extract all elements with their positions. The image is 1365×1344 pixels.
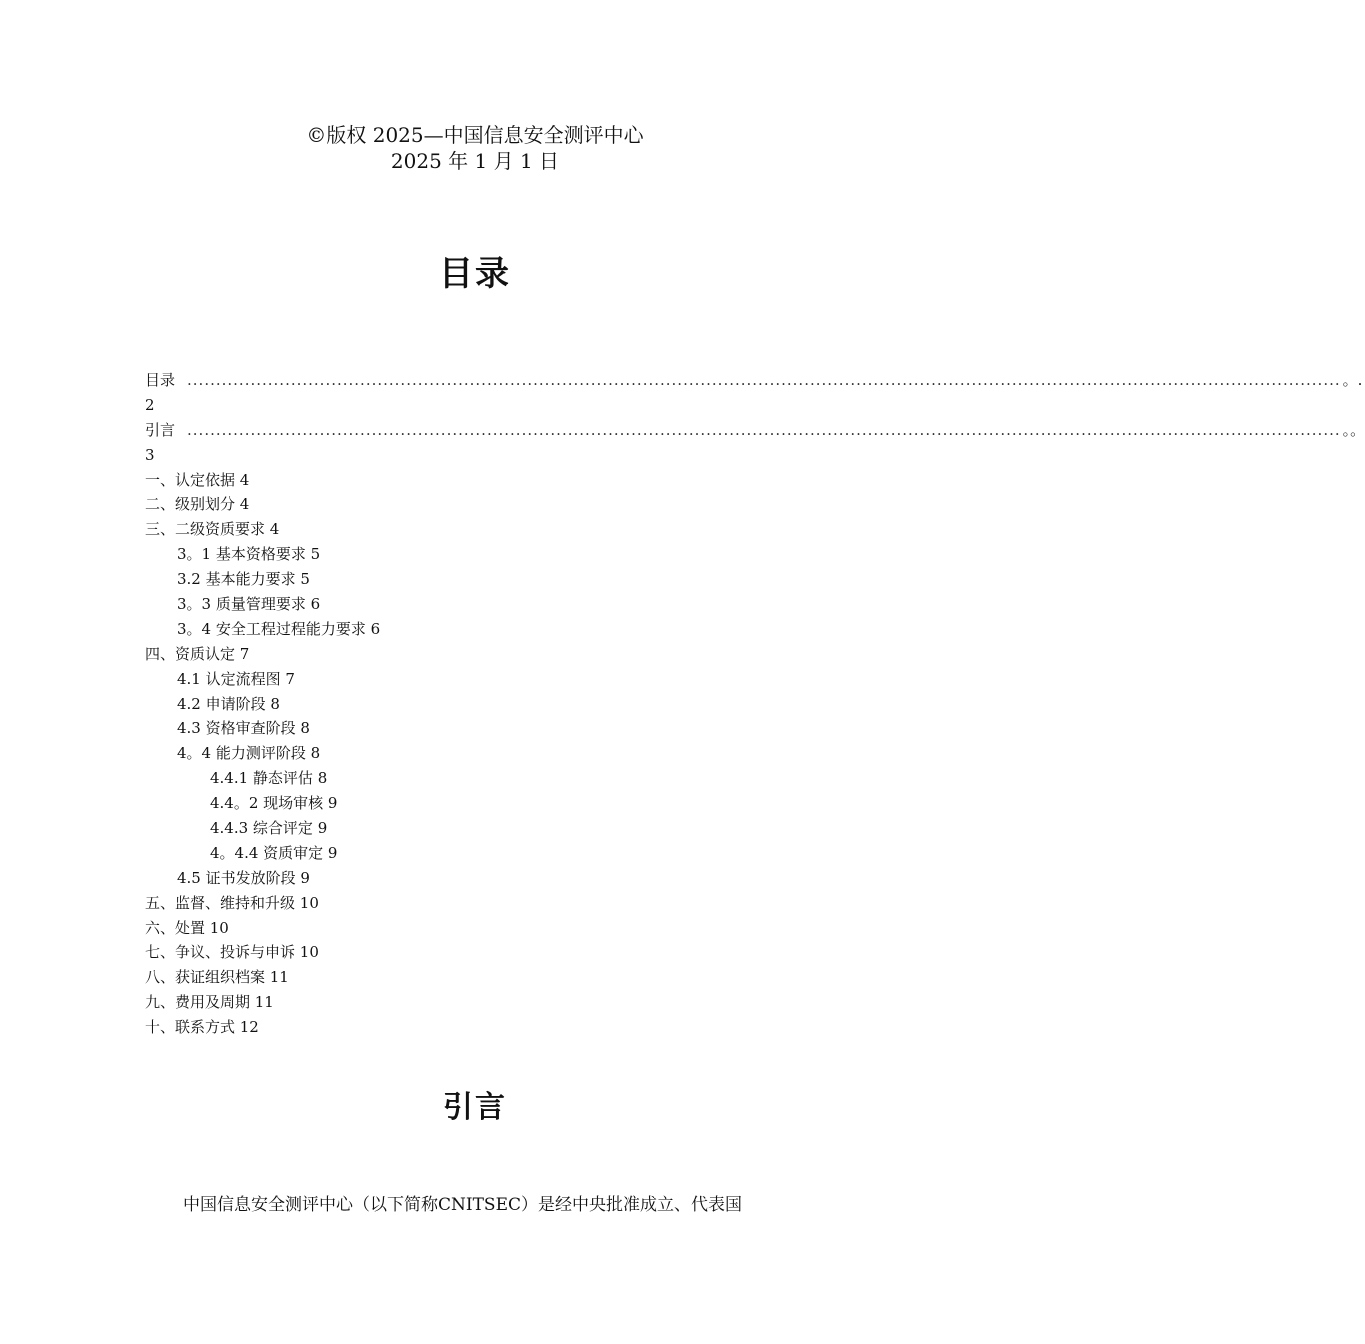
toc-entry[interactable]: 三、二级资质要求 4 [145, 520, 280, 539]
toc-entry[interactable]: 4.1 认定流程图 7 [177, 669, 295, 688]
toc-entry[interactable]: 八、获证组织档案 11 [145, 968, 289, 987]
toc-entry[interactable]: 九、费用及周期 11 [145, 993, 274, 1012]
toc-entry[interactable]: 二、级别划分 4 [145, 495, 250, 514]
toc-dot-leader: ........................................................................................................................................................................................................ [187, 420, 1341, 439]
intro-heading: 引言 [443, 1090, 507, 1125]
toc-entry[interactable] [145, 368, 1363, 393]
toc-entry[interactable]: 四、资质认定 7 [145, 644, 250, 663]
toc-entry[interactable]: 十、联系方式 12 [145, 1018, 259, 1037]
toc-entry[interactable]: 4.4.3 综合评定 9 [210, 819, 328, 838]
toc-dot-leader: ........................................................................................................................................................................................................ [187, 371, 1341, 389]
toc-entry[interactable]: 4.2 申请阶段 8 [177, 694, 280, 713]
toc-entry[interactable]: 七、争议、投诉与申诉 10 [145, 943, 319, 962]
toc-page-number: 2 [145, 395, 155, 414]
toc-entry[interactable]: 4.4.1 静态评估 8 [210, 769, 328, 788]
toc-entry[interactable]: 一、认定依据 4 [145, 470, 250, 489]
toc-entry-label: 引言 [145, 420, 176, 439]
table-of-contents [145, 368, 1365, 1040]
toc-entry[interactable]: 4。4 能力测评阶段 8 [177, 744, 321, 763]
toc-entry-tail: 。. [1342, 371, 1363, 389]
toc-entry[interactable]: 4.5 证书发放阶段 9 [177, 868, 310, 887]
toc-entry[interactable]: 3。1 基本资格要求 5 [177, 545, 321, 564]
toc-entry[interactable]: 六、处置 10 [145, 918, 229, 937]
copyright-line: ©版权 2025—中国信息安全测评中心 [306, 123, 644, 147]
toc-entry[interactable]: 3.2 基本能力要求 5 [177, 570, 310, 589]
toc-entry[interactable]: 五、监督、维持和升级 10 [145, 893, 319, 912]
toc-entry[interactable]: 4.3 资格审查阶段 8 [177, 719, 310, 738]
toc-page-number: 3 [145, 445, 155, 464]
toc-entry-label: 目录 [145, 371, 176, 389]
toc-entry[interactable]: 4.4。2 现场审核 9 [210, 794, 338, 813]
toc-entry-tail: 。。 [1342, 420, 1365, 439]
toc-entry[interactable]: 3。3 质量管理要求 6 [177, 595, 321, 614]
intro-paragraph: 中国信息安全测评中心（以下简称CNITSEC）是经中央批准成立、代表国 [183, 1195, 742, 1215]
toc-entry[interactable] [145, 418, 1365, 443]
toc-entry[interactable]: 4。4.4 资质审定 9 [210, 843, 338, 862]
document-header [0, 122, 950, 174]
toc-entry[interactable]: 3。4 安全工程过程能力要求 6 [177, 619, 381, 638]
toc-heading: 目录 [439, 254, 511, 294]
document-date: 2025 年 1 月 1 日 [390, 149, 560, 173]
